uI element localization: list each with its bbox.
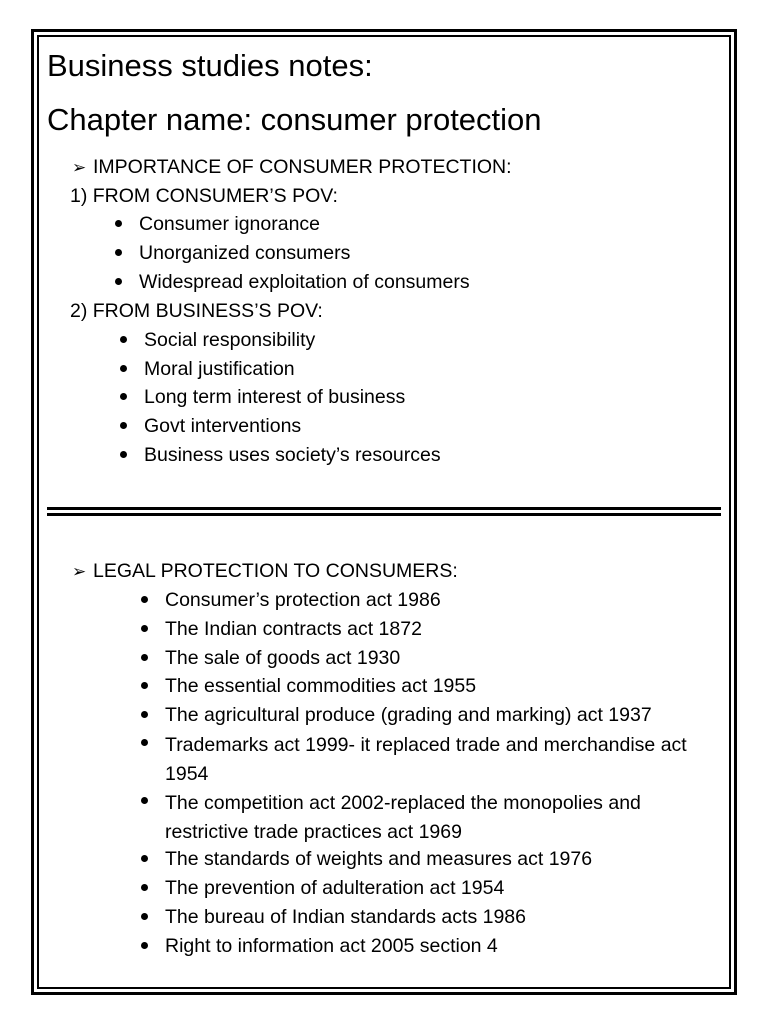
bullet-icon <box>141 739 148 746</box>
bullet-icon <box>141 942 148 949</box>
business-pov-label: 2) FROM BUSINESS’S POV: <box>70 300 323 322</box>
list-item: The agricultural produce (grading and marking) act 1937 <box>165 703 652 727</box>
bullet-icon <box>120 336 127 343</box>
section-heading-legal: ➢ LEGAL PROTECTION TO CONSUMERS: <box>72 560 458 582</box>
bullet-icon <box>115 220 122 227</box>
list-item: Social responsibility <box>144 328 315 352</box>
arrow-bullet-icon: ➢ <box>72 158 87 177</box>
bullet-icon <box>120 365 127 372</box>
list-item: Business uses society’s resources <box>144 443 441 467</box>
chapter-title: Chapter name: consumer protection <box>47 102 542 137</box>
list-item: Moral justification <box>144 357 295 381</box>
list-item: The bureau of Indian standards acts 1986 <box>165 905 526 929</box>
bullet-icon <box>115 278 122 285</box>
bullet-icon <box>141 596 148 603</box>
arrow-bullet-icon: ➢ <box>72 562 87 581</box>
bullet-icon <box>141 682 148 689</box>
list-item: Trademarks act 1999- it replaced trade and merchandise act 1954 <box>165 731 710 789</box>
bullet-icon <box>120 451 127 458</box>
section-divider <box>47 507 721 510</box>
bullet-icon <box>141 625 148 632</box>
list-item: The competition act 2002-replaced the monopolies and restrictive trade practices act 1969 <box>165 789 700 847</box>
list-item: Govt interventions <box>144 414 301 438</box>
list-item: Consumer’s protection act 1986 <box>165 588 441 612</box>
notes-title: Business studies notes: <box>47 48 373 83</box>
bullet-icon <box>141 654 148 661</box>
section-divider <box>47 513 721 516</box>
consumer-pov-label: 1) FROM CONSUMER’S POV: <box>70 185 338 207</box>
list-item: Right to information act 2005 section 4 <box>165 934 498 958</box>
bullet-icon <box>120 422 127 429</box>
list-item: The standards of weights and measures act 1976 <box>165 847 592 871</box>
section-heading-importance: ➢ IMPORTANCE OF CONSUMER PROTECTION: <box>72 156 512 178</box>
list-item: Consumer ignorance <box>139 212 320 236</box>
list-item: The sale of goods act 1930 <box>165 646 400 670</box>
list-item: Widespread exploitation of consumers <box>139 270 470 294</box>
list-item: Long term interest of business <box>144 385 405 409</box>
bullet-icon <box>141 913 148 920</box>
bullet-icon <box>120 393 127 400</box>
list-item: Unorganized consumers <box>139 241 350 265</box>
bullet-icon <box>115 249 122 256</box>
bullet-icon <box>141 711 148 718</box>
bullet-icon <box>141 855 148 862</box>
list-item: The essential commodities act 1955 <box>165 674 476 698</box>
bullet-icon <box>141 797 148 804</box>
list-item: The prevention of adulteration act 1954 <box>165 876 504 900</box>
bullet-icon <box>141 884 148 891</box>
list-item: The Indian contracts act 1872 <box>165 617 422 641</box>
